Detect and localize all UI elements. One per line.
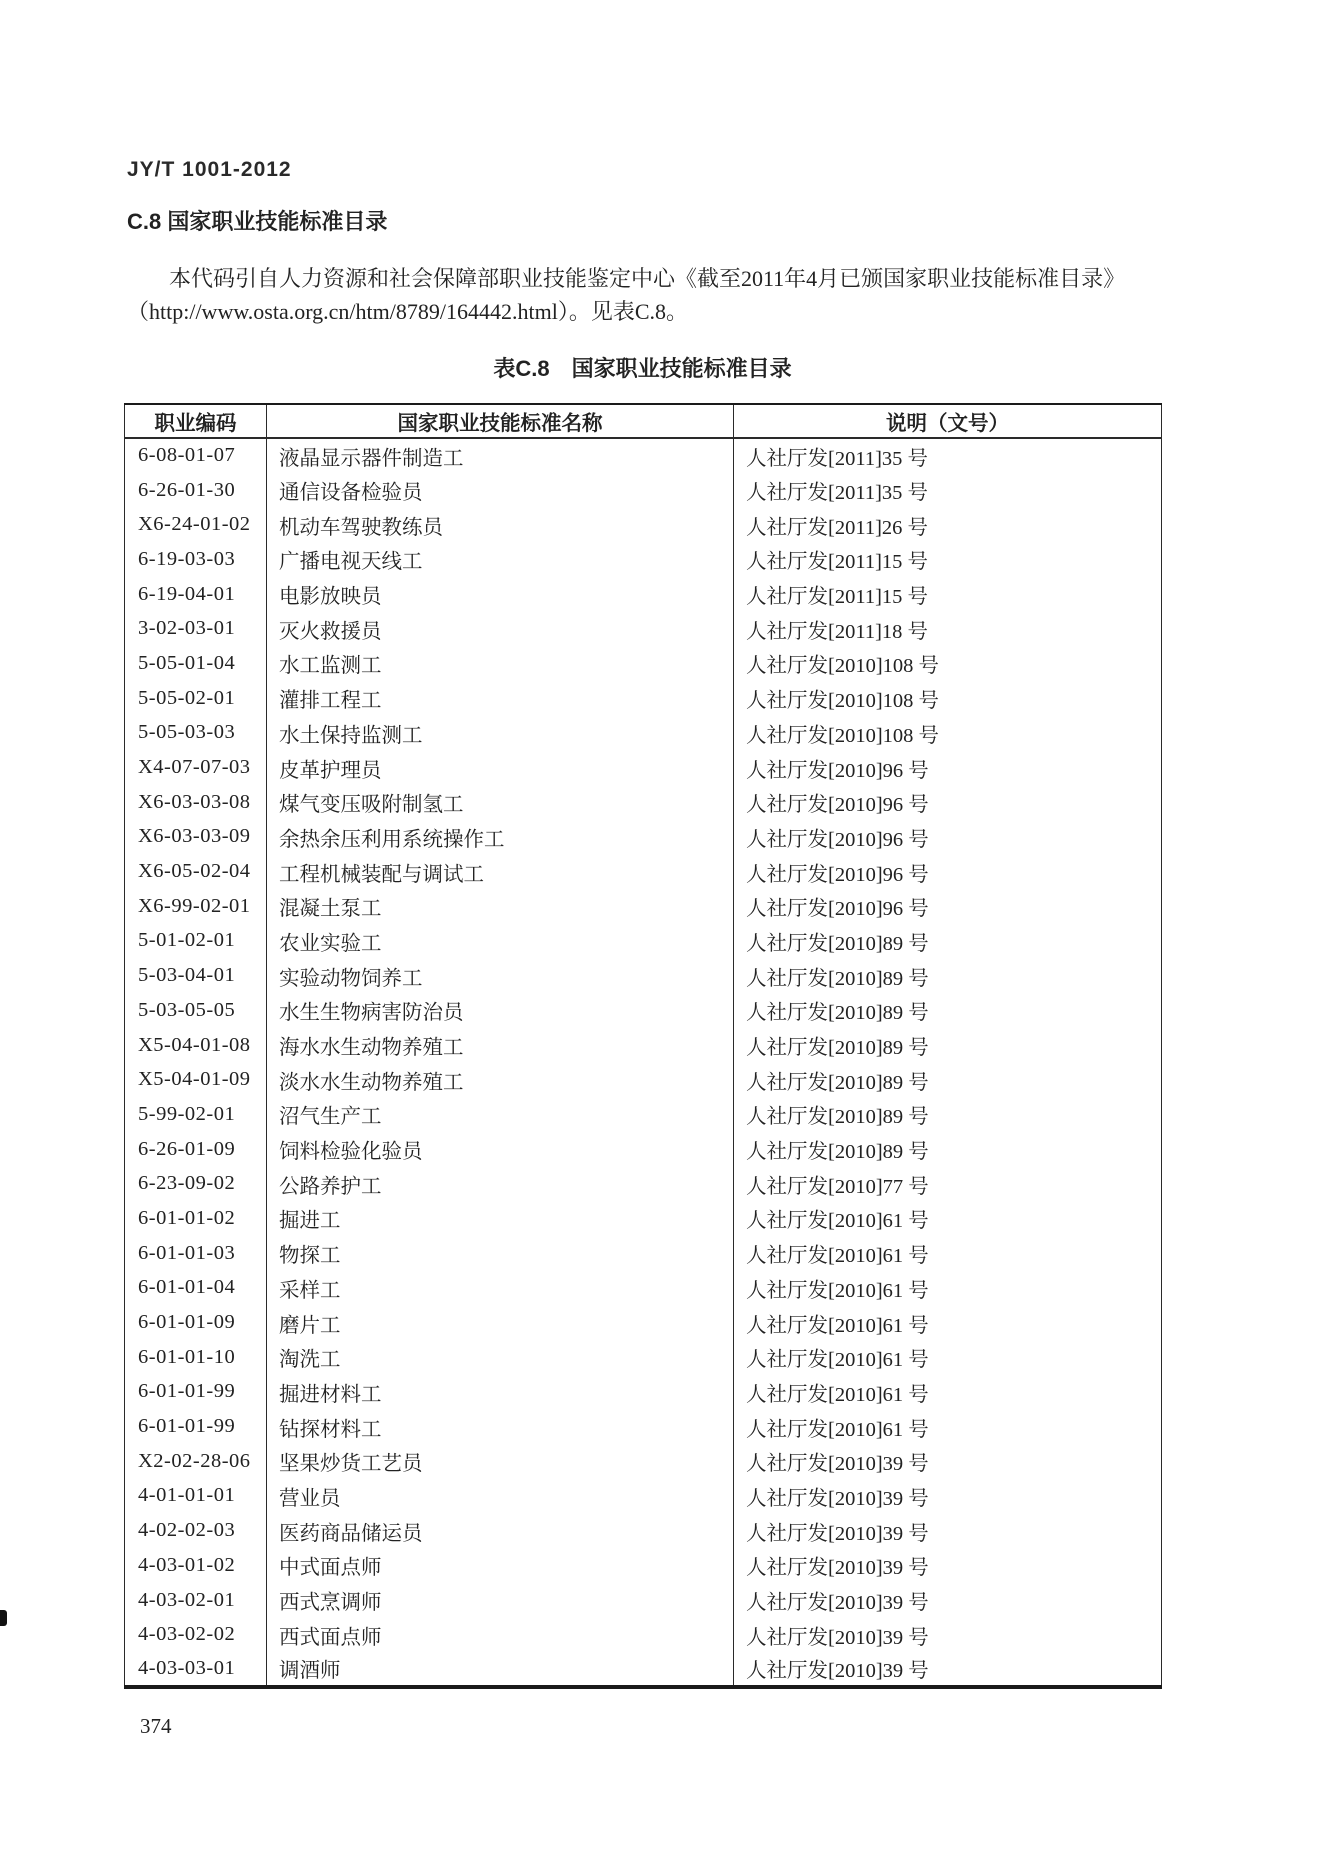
job-code-cell: 5-01-02-01 — [125, 924, 267, 959]
document-number-cell: 人社厅发[2010]108 号 — [746, 655, 940, 678]
table-row — [125, 1132, 1162, 1167]
table-row — [125, 577, 1162, 612]
table-row — [125, 542, 1162, 577]
standard-name-cell: 采样工 — [267, 1271, 734, 1306]
document-number-cell: 人社厅发[2010]61 号 — [746, 1210, 929, 1233]
document-number-cell: 人社厅发[2010]96 号 — [746, 828, 929, 851]
table-row — [125, 785, 1162, 820]
document-number-cell: 人社厅发[2010]39 号 — [746, 1660, 929, 1683]
table-row — [125, 1028, 1162, 1063]
intro-line-2: （http://www.osta.org.cn/htm/8789/164442.html）。见表C.8。 — [127, 299, 689, 324]
header-job-code: 职业编码 — [125, 404, 267, 438]
table-row — [125, 1652, 1162, 1687]
scan-artifact — [0, 1610, 7, 1626]
standard-name-cell: 灭火救援员 — [267, 611, 734, 646]
document-number-cell: 人社厅发[2010]89 号 — [746, 1106, 929, 1129]
standard-name-cell: 淡水水生动物养殖工 — [267, 1062, 734, 1097]
job-code-cell: X6-24-01-02 — [125, 507, 267, 542]
document-number-cell: 人社厅发[2010]39 号 — [746, 1557, 929, 1580]
job-code-cell: 6-08-01-07 — [125, 438, 267, 473]
document-number-cell: 人社厅发[2010]89 号 — [746, 1002, 929, 1025]
document-number-cell: 人社厅发[2010]108 号 — [746, 724, 940, 747]
table-row — [125, 473, 1162, 508]
standard-name-cell: 西式面点师 — [267, 1617, 734, 1652]
standard-name-cell: 混凝土泵工 — [267, 889, 734, 924]
document-number-cell: 人社厅发[2010]39 号 — [746, 1487, 929, 1510]
table-row — [125, 993, 1162, 1028]
table-row — [125, 1617, 1162, 1652]
job-code-cell: 6-23-09-02 — [125, 1166, 267, 1201]
standard-name-cell: 物探工 — [267, 1236, 734, 1271]
header-document-number: 说明（文号） — [734, 404, 1162, 438]
table-row — [125, 1583, 1162, 1618]
standard-name-cell: 余热余压利用系统操作工 — [267, 820, 734, 855]
document-number-cell: 人社厅发[2011]15 号 — [746, 551, 929, 574]
standard-name-cell: 淘洗工 — [267, 1340, 734, 1375]
table-row — [125, 646, 1162, 681]
document-number-cell: 人社厅发[2010]61 号 — [746, 1349, 929, 1372]
job-code-cell: 6-19-03-03 — [125, 542, 267, 577]
standard-name-cell: 公路养护工 — [267, 1166, 734, 1201]
document-number-cell: 人社厅发[2010]96 号 — [746, 863, 929, 886]
job-code-cell: 6-01-01-04 — [125, 1271, 267, 1306]
section-heading: C.8 国家职业技能标准目录 — [127, 209, 388, 234]
table-title: 表C.8 国家职业技能标准目录 — [493, 356, 792, 381]
document-number-cell: 人社厅发[2010]61 号 — [746, 1245, 929, 1268]
standard-name-cell: 磨片工 — [267, 1305, 734, 1340]
job-code-cell: X5-04-01-08 — [125, 1028, 267, 1063]
table-row — [125, 1513, 1162, 1548]
standard-name-cell: 水生生物病害防治员 — [267, 993, 734, 1028]
job-code-cell: 5-05-03-03 — [125, 716, 267, 751]
document-number-cell: 人社厅发[2010]108 号 — [746, 690, 940, 713]
standard-name-cell: 调酒师 — [267, 1652, 734, 1687]
job-code-cell: 6-01-01-99 — [125, 1409, 267, 1444]
intro-paragraph — [127, 262, 1205, 328]
document-number-cell: 人社厅发[2010]89 号 — [746, 932, 929, 955]
table-row — [125, 924, 1162, 959]
job-code-cell: 4-03-02-01 — [125, 1583, 267, 1618]
standard-name-cell: 机动车驾驶教练员 — [267, 507, 734, 542]
document-number-cell: 人社厅发[2010]89 号 — [746, 1037, 929, 1060]
job-code-cell: X6-99-02-01 — [125, 889, 267, 924]
table-row — [125, 1201, 1162, 1236]
table-row — [125, 1479, 1162, 1514]
table-body — [125, 438, 1162, 1687]
standard-name-cell: 掘进材料工 — [267, 1375, 734, 1410]
document-number-cell: 人社厅发[2010]61 号 — [746, 1314, 929, 1337]
table-row — [125, 750, 1162, 785]
standard-name-cell: 灌排工程工 — [267, 681, 734, 716]
standard-name-cell: 农业实验工 — [267, 924, 734, 959]
table-row — [125, 1340, 1162, 1375]
document-number-cell: 人社厅发[2010]61 号 — [746, 1418, 929, 1441]
standard-name-cell: 西式烹调师 — [267, 1583, 734, 1618]
page-number: 374 — [140, 1714, 172, 1738]
standard-number: JY/T 1001-2012 — [127, 158, 292, 181]
job-code-cell: 6-26-01-30 — [125, 473, 267, 508]
document-number-cell: 人社厅发[2011]26 号 — [746, 516, 929, 539]
standard-name-cell: 中式面点师 — [267, 1548, 734, 1583]
standard-name-cell: 饲料检验化验员 — [267, 1132, 734, 1167]
job-code-cell: 4-02-02-03 — [125, 1513, 267, 1548]
table-row — [125, 1271, 1162, 1306]
standard-name-cell: 电影放映员 — [267, 577, 734, 612]
standard-name-cell: 医药商品储运员 — [267, 1513, 734, 1548]
standard-name-cell: 通信设备检验员 — [267, 473, 734, 508]
document-number-cell: 人社厅发[2010]89 号 — [746, 1141, 929, 1164]
standard-name-cell: 液晶显示器件制造工 — [267, 438, 734, 473]
document-number-cell: 人社厅发[2010]61 号 — [746, 1279, 929, 1302]
table-row — [125, 889, 1162, 924]
job-code-cell: 4-03-02-02 — [125, 1617, 267, 1652]
standard-name-cell: 工程机械装配与调试工 — [267, 854, 734, 889]
document-number-cell: 人社厅发[2010]39 号 — [746, 1522, 929, 1545]
job-code-cell: X4-07-07-03 — [125, 750, 267, 785]
document-number-cell: 人社厅发[2011]35 号 — [746, 447, 929, 470]
job-code-cell: X6-03-03-08 — [125, 785, 267, 820]
document-number-cell: 人社厅发[2010]89 号 — [746, 967, 929, 990]
job-code-cell: 3-02-03-01 — [125, 611, 267, 646]
job-code-cell: 5-03-04-01 — [125, 958, 267, 993]
job-code-cell: X6-03-03-09 — [125, 820, 267, 855]
job-code-cell: 6-26-01-09 — [125, 1132, 267, 1167]
table-row — [125, 854, 1162, 889]
table-row — [125, 1409, 1162, 1444]
standard-name-cell: 海水水生动物养殖工 — [267, 1028, 734, 1063]
skill-standard-table — [124, 403, 1162, 1689]
document-number-cell: 人社厅发[2011]15 号 — [746, 586, 929, 609]
intro-line-1: 本代码引自人力资源和社会保障部职业技能鉴定中心《截至2011年4月已颁国家职业技能标准目录》 — [169, 266, 1126, 291]
document-number-cell: 人社厅发[2010]96 号 — [746, 794, 929, 817]
standard-name-cell: 营业员 — [267, 1479, 734, 1514]
job-code-cell: 6-01-01-09 — [125, 1305, 267, 1340]
job-code-cell: X6-05-02-04 — [125, 854, 267, 889]
standard-name-cell: 坚果炒货工艺员 — [267, 1444, 734, 1479]
document-number-cell: 人社厅发[2010]39 号 — [746, 1626, 929, 1649]
job-code-cell: 6-01-01-02 — [125, 1201, 267, 1236]
table-row — [125, 1444, 1162, 1479]
table-row — [125, 681, 1162, 716]
job-code-cell: 5-03-05-05 — [125, 993, 267, 1028]
job-code-cell: 4-03-01-02 — [125, 1548, 267, 1583]
document-number-cell: 人社厅发[2010]89 号 — [746, 1071, 929, 1094]
document-number-cell: 人社厅发[2010]96 号 — [746, 759, 929, 782]
job-code-cell: 6-01-01-99 — [125, 1375, 267, 1410]
standard-name-cell: 水土保持监测工 — [267, 716, 734, 751]
document-number-cell: 人社厅发[2010]77 号 — [746, 1175, 929, 1198]
table-row — [125, 1062, 1162, 1097]
standard-name-cell: 沼气生产工 — [267, 1097, 734, 1132]
job-code-cell: 5-99-02-01 — [125, 1097, 267, 1132]
table-row — [125, 1166, 1162, 1201]
document-number-cell: 人社厅发[2011]35 号 — [746, 482, 929, 505]
job-code-cell: 6-01-01-10 — [125, 1340, 267, 1375]
standard-name-cell: 钻探材料工 — [267, 1409, 734, 1444]
table-row — [125, 1097, 1162, 1132]
standard-name-cell: 掘进工 — [267, 1201, 734, 1236]
job-code-cell: X2-02-28-06 — [125, 1444, 267, 1479]
document-number-cell: 人社厅发[2011]18 号 — [746, 620, 929, 643]
table-row — [125, 716, 1162, 751]
job-code-cell: 4-01-01-01 — [125, 1479, 267, 1514]
table-header-row — [125, 404, 1162, 438]
job-code-cell: 5-05-01-04 — [125, 646, 267, 681]
document-number-cell: 人社厅发[2010]39 号 — [746, 1592, 929, 1615]
table-row — [125, 507, 1162, 542]
standard-name-cell: 实验动物饲养工 — [267, 958, 734, 993]
job-code-cell: 4-03-03-01 — [125, 1652, 267, 1687]
document-number-cell: 人社厅发[2010]39 号 — [746, 1453, 929, 1476]
table-row — [125, 820, 1162, 855]
standard-name-cell: 水工监测工 — [267, 646, 734, 681]
standard-name-cell: 煤气变压吸附制氢工 — [267, 785, 734, 820]
job-code-cell: X5-04-01-09 — [125, 1062, 267, 1097]
standard-name-cell: 广播电视天线工 — [267, 542, 734, 577]
table-row — [125, 958, 1162, 993]
table-row — [125, 1375, 1162, 1410]
table-row — [125, 1305, 1162, 1340]
table-row — [125, 1236, 1162, 1271]
document-number-cell: 人社厅发[2010]61 号 — [746, 1383, 929, 1406]
table-row — [125, 438, 1162, 473]
document-number-cell: 人社厅发[2010]96 号 — [746, 898, 929, 921]
table-row — [125, 1548, 1162, 1583]
job-code-cell: 6-01-01-03 — [125, 1236, 267, 1271]
job-code-cell: 6-19-04-01 — [125, 577, 267, 612]
table-row — [125, 611, 1162, 646]
header-standard-name: 国家职业技能标准名称 — [267, 404, 734, 438]
standard-name-cell: 皮革护理员 — [267, 750, 734, 785]
job-code-cell: 5-05-02-01 — [125, 681, 267, 716]
